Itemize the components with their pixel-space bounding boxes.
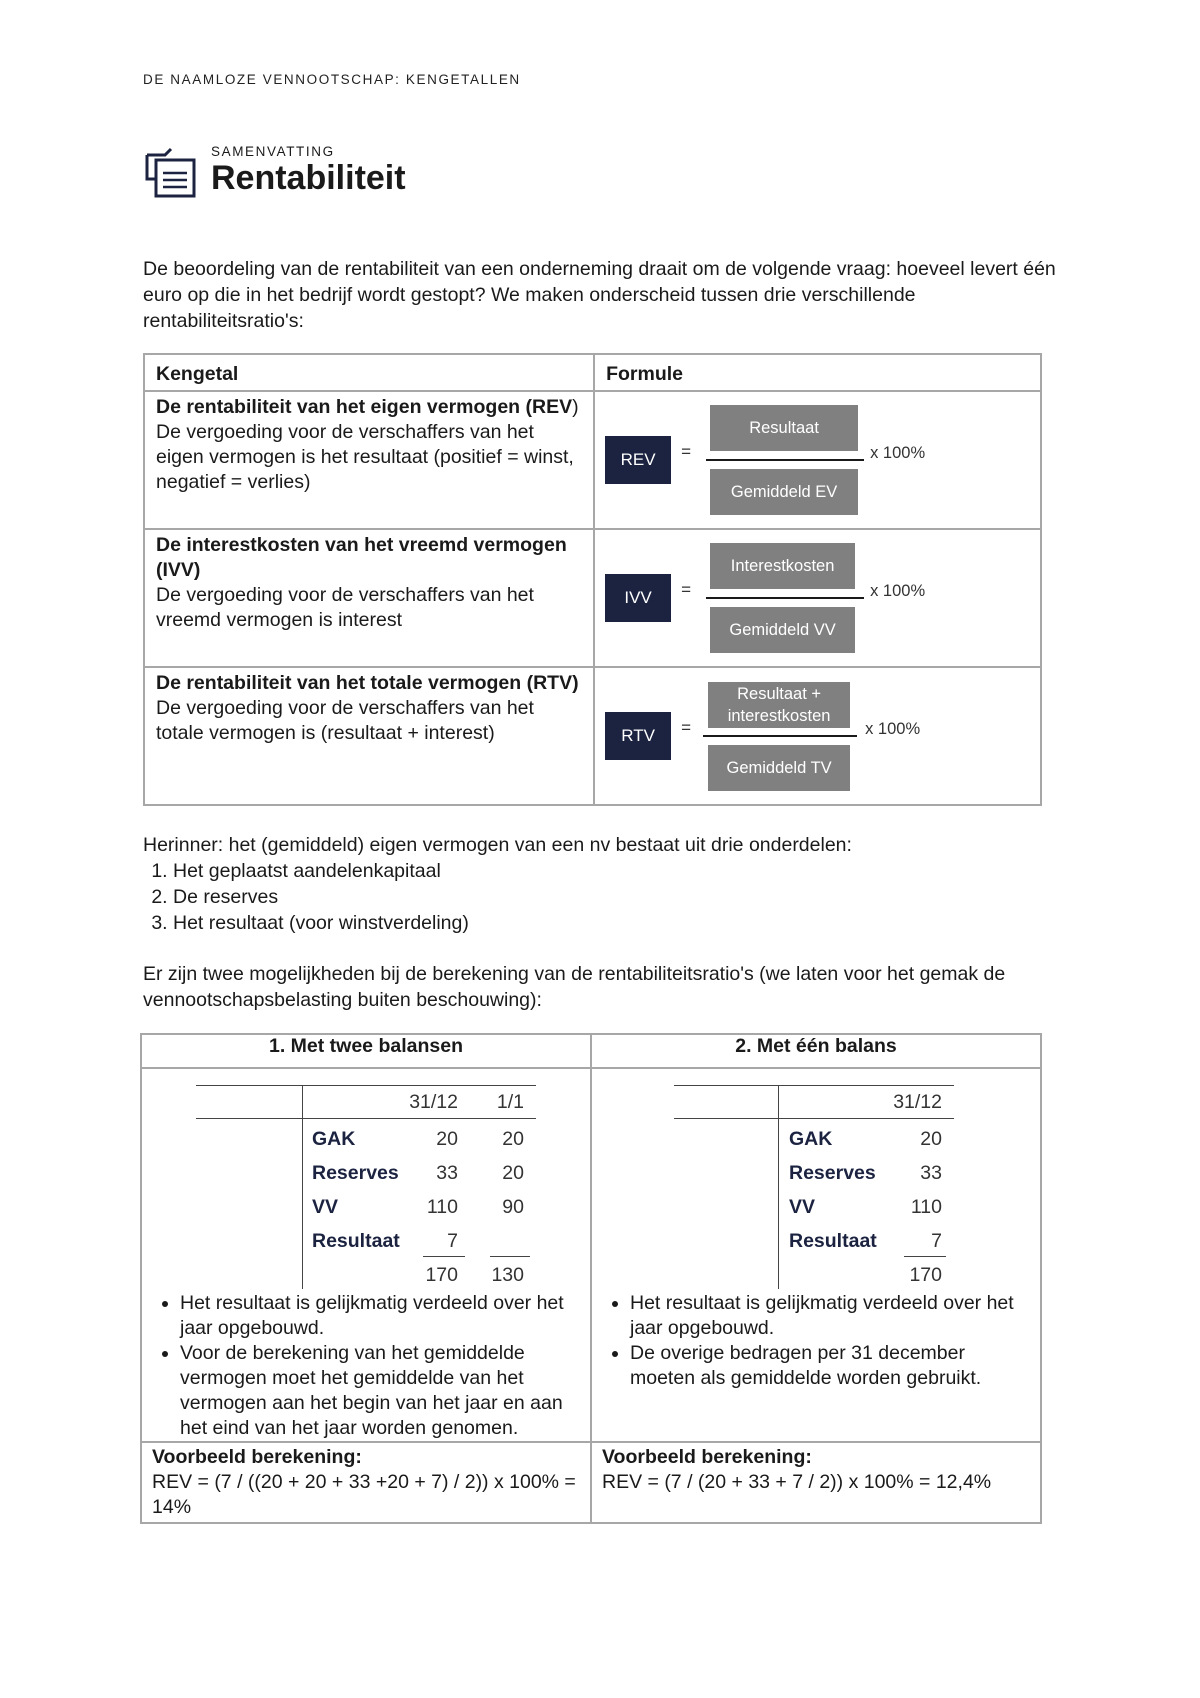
formula-factor: x 100% [870, 582, 926, 600]
ratio-description: De vergoeding voor de verschaffers van het vreemd vermogen is interest [156, 584, 534, 631]
balance-value: 110 [910, 1196, 942, 1218]
ratio-description-cell [144, 667, 594, 805]
intro-text: De beoordeling van de rentabiliteit van een onderneming draait om de volgende vraag: hoeveel levert één euro op die in het bedrijf wordt gestopt? We maken onderscheid tussen drie verschillende rentabiliteitsratio's: [143, 258, 1056, 332]
ratio-row-rtv [144, 667, 1041, 805]
list-item: • De overige bedragen per 31 december moeten als gemiddelde worden gebruikt. [630, 1341, 1032, 1391]
formula-cell [594, 667, 1041, 805]
fraction-line [706, 597, 864, 599]
balance-value: 20 [436, 1128, 458, 1150]
ratio-title-abbr: REV [532, 396, 573, 418]
total-underline [490, 1256, 530, 1257]
balance-date: 31/12 [409, 1091, 458, 1113]
list-item: • Het resultaat is gelijkmatig verdeeld over het jaar opgebouwd. [630, 1291, 1032, 1341]
balance-label: Reserves [789, 1162, 876, 1184]
list-item: • Het resultaat is gelijkmatig verdeeld over het jaar opgebouwd. [180, 1291, 582, 1341]
balance-label: VV [312, 1196, 339, 1218]
reminder-block [143, 832, 1063, 936]
header-two-balances: 1. Met twee balansen [141, 1034, 591, 1068]
balance-label: Reserves [312, 1162, 399, 1184]
ratios-header-row [144, 354, 1041, 391]
example-one-balance [591, 1442, 1041, 1523]
header-one-balance: 2. Met één balans [591, 1034, 1041, 1068]
formula-rtv [595, 668, 1040, 804]
section-kicker: SAMENVATTING [211, 144, 335, 159]
balance-label: GAK [312, 1128, 356, 1150]
balance-center-line [302, 1085, 303, 1289]
balance-value: 33 [436, 1162, 458, 1184]
formula-ivv [595, 530, 1040, 666]
balance-total: 130 [491, 1264, 524, 1286]
total-underline [904, 1256, 946, 1257]
formula-cell [594, 391, 1041, 529]
balance-two [142, 1069, 590, 1291]
balance-date: 1/1 [496, 1091, 524, 1113]
ratio-title-end: ) [572, 396, 579, 418]
ratio-description-cell [144, 391, 594, 529]
balance-value: 20 [502, 1162, 524, 1184]
balance-value: 33 [920, 1162, 942, 1184]
header-kengetal: Kengetal [144, 354, 594, 391]
balance-one [592, 1069, 1040, 1291]
ratio-title: De interestkosten van het vreemd vermogen (IVV) [156, 534, 567, 581]
ratio-badge: IVV [605, 574, 671, 622]
list-item: • Voor de berekening van het gemiddelde vermogen moet het gemiddelde van het vermogen aan het begin van het jaar en aan het eind van het jaar worden genomen. [180, 1341, 582, 1441]
example-formula: REV = (7 / (20 + 33 + 7 / 2)) x 100% = 12,4% [602, 1471, 992, 1493]
reminder-intro: Herinner: het (gemiddeld) eigen vermogen van een nv bestaat uit drie onderdelen: [143, 834, 852, 856]
method-two-balances-cell [141, 1068, 591, 1442]
formula-numerator: Interestkosten [710, 543, 855, 589]
header-formule: Formule [594, 354, 1041, 391]
intro-paragraph [143, 256, 1063, 334]
ratio-title: De rentabiliteit van het totale vermogen (RTV) [156, 672, 579, 694]
balance-label: Resultaat [789, 1230, 877, 1252]
balance-header-line [674, 1118, 954, 1119]
ratios-table [143, 353, 1042, 806]
ratio-description: De vergoeding voor de verschaffers van het eigen vermogen is het resultaat (positief = winst, negatief = verlies) [156, 421, 574, 493]
balance-header-line [196, 1118, 536, 1119]
formula-factor: x 100% [870, 444, 926, 462]
formula-rev [595, 392, 1040, 528]
example-label: Voorbeeld berekening: [602, 1446, 812, 1468]
example-label: Voorbeeld berekening: [152, 1446, 362, 1468]
equals-sign: = [681, 718, 692, 737]
ratio-badge: REV [605, 436, 671, 484]
balance-value: 20 [502, 1128, 524, 1150]
balance-date: 31/12 [893, 1091, 942, 1113]
list-item: 2. De reserves [173, 884, 1063, 910]
method-one-balance-cell [591, 1068, 1041, 1442]
ratio-badge: RTV [605, 712, 671, 760]
ratio-row-rev [144, 391, 1041, 529]
balance-top-line [196, 1085, 536, 1086]
formula-denominator: Gemiddeld EV [710, 469, 858, 515]
ratio-title: De rentabiliteit van het eigen vermogen ( [156, 396, 533, 418]
balance-value: 7 [447, 1230, 458, 1252]
fraction-line [706, 459, 864, 461]
options-text: Er zijn twee mogelijkheden bij de berekening van de rentabiliteitsratio's (we laten voor het gemak de vennootschapsbelasting buiten beschouwing): [143, 963, 1006, 1011]
methods-example-row [141, 1442, 1041, 1523]
page-title: Rentabiliteit [211, 159, 406, 197]
running-head: DE NAAMLOZE VENNOOTSCHAP: KENGETALLEN [143, 72, 521, 87]
example-formula: REV = (7 / ((20 + 20 + 33 +20 + 7) / 2)) x 100% = 14% [152, 1471, 576, 1518]
list-item: 1. Het geplaatst aandelenkapitaal [173, 858, 1063, 884]
balance-value: 90 [502, 1196, 524, 1218]
balance-center-line [778, 1085, 779, 1289]
ratio-row-ivv [144, 529, 1041, 667]
methods-body-row [141, 1068, 1041, 1442]
ratio-description: De vergoeding voor de verschaffers van het totale vermogen is (resultaat + interest) [156, 697, 534, 744]
equals-sign: = [681, 580, 692, 599]
method-notes [142, 1291, 590, 1441]
formula-denominator: Gemiddeld TV [708, 745, 850, 791]
balance-label: VV [789, 1196, 816, 1218]
reminder-list [143, 858, 1063, 936]
options-paragraph [143, 961, 1063, 1013]
formula-numerator: Resultaat [710, 405, 858, 451]
methods-table [140, 1033, 1042, 1524]
total-underline [423, 1256, 465, 1257]
ratio-description-cell [144, 529, 594, 667]
balance-label: GAK [789, 1128, 833, 1150]
methods-header-row [141, 1034, 1041, 1068]
balance-total: 170 [425, 1264, 458, 1286]
balance-top-line [674, 1085, 954, 1086]
balance-value: 110 [426, 1196, 458, 1218]
formula-factor: x 100% [865, 720, 921, 738]
formula-numerator: Resultaat + interestkosten [708, 682, 850, 728]
balance-label: Resultaat [312, 1230, 400, 1252]
document-icon [143, 145, 199, 201]
fraction-line [703, 735, 857, 737]
balance-value: 20 [920, 1128, 942, 1150]
list-item: 3. Het resultaat (voor winstverdeling) [173, 910, 1063, 936]
formula-denominator: Gemiddeld VV [710, 607, 855, 653]
equals-sign: = [681, 442, 692, 461]
method-notes [592, 1291, 1040, 1391]
formula-cell [594, 529, 1041, 667]
balance-value: 7 [931, 1230, 942, 1252]
balance-total: 170 [909, 1264, 942, 1286]
example-two-balances [141, 1442, 591, 1523]
